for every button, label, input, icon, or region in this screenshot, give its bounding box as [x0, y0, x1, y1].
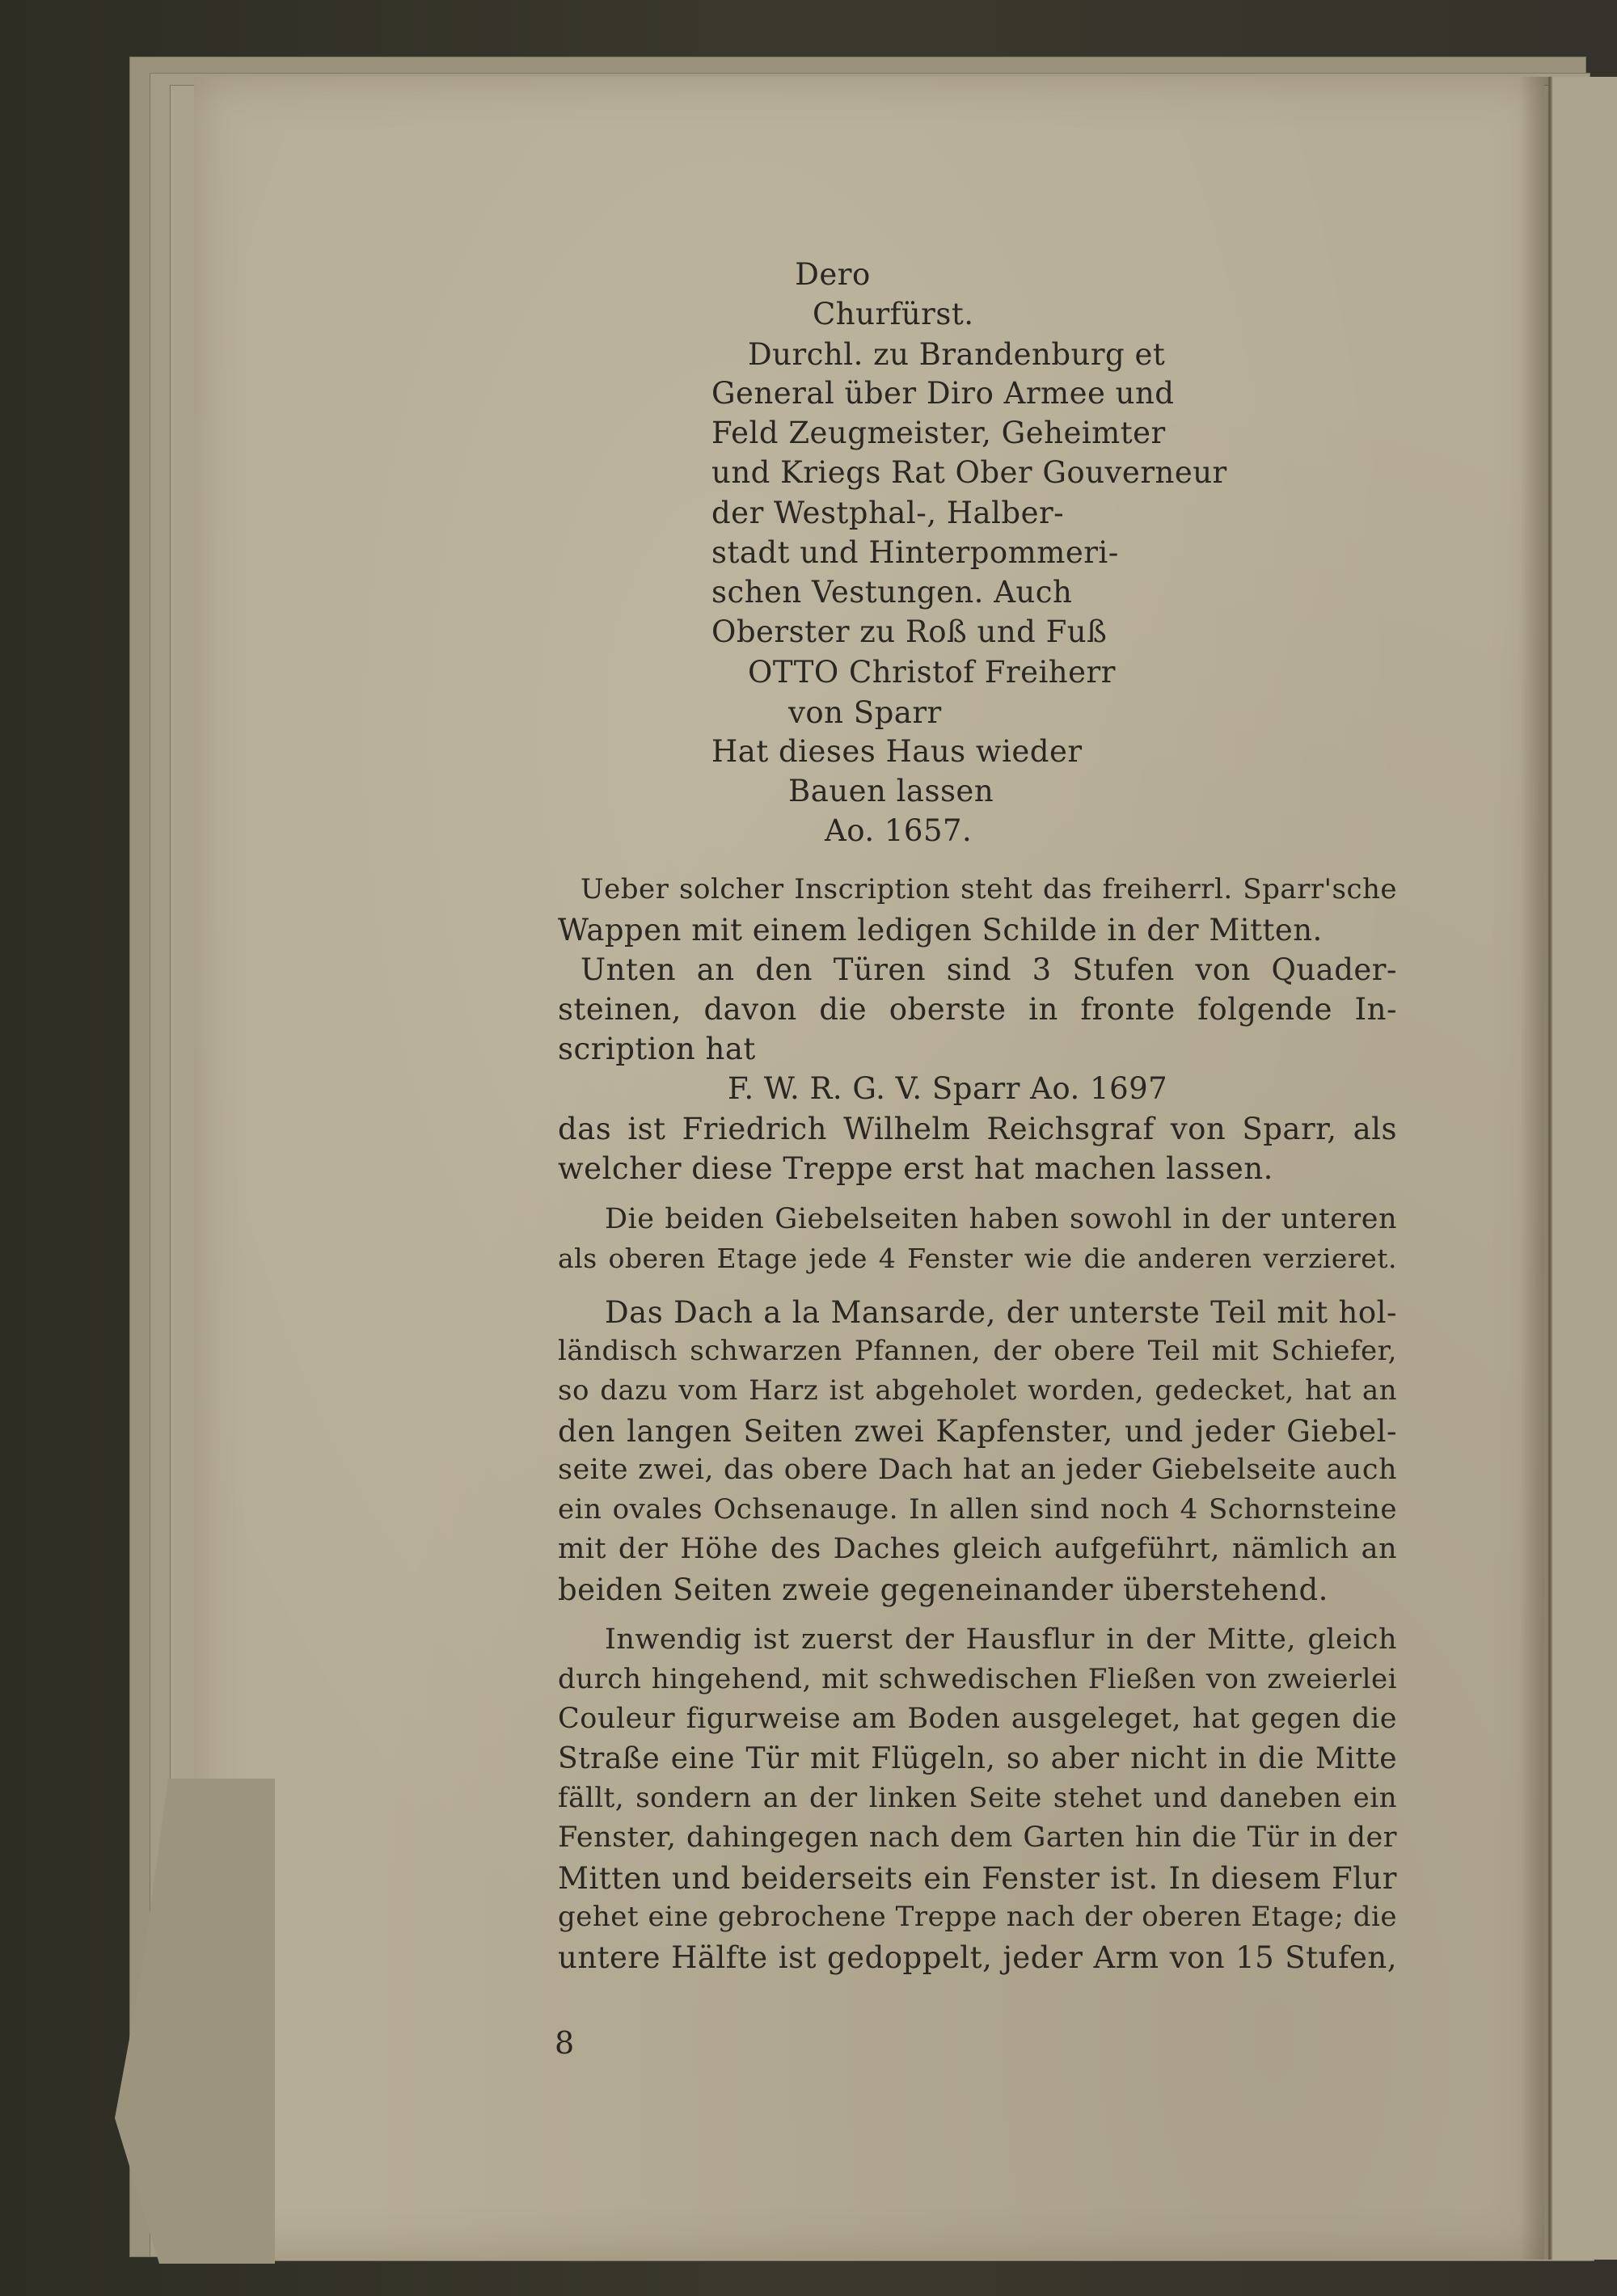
inscription-line: OTTO Christof Freiherr: [748, 655, 1116, 690]
text-line: scription hat: [558, 1032, 756, 1066]
text-line: Das Dach a la Mansarde, der unterste Teil mit hol-: [605, 1295, 1397, 1330]
inscription-line: Churfürst.: [813, 297, 974, 331]
text-line: Wappen mit einem ledigen Schilde in der Mitten.: [558, 913, 1323, 948]
facing-page-edge: [1548, 77, 1617, 2260]
inscription-line: und Kriegs Rat Ober Gouverneur: [711, 455, 1227, 490]
text-line: beiden Seiten zweie gegeneinander überstehend.: [558, 1572, 1328, 1607]
inscription-line: Hat dieses Haus wieder: [711, 734, 1083, 769]
text-line: Straße eine Tür mit Flügeln, so aber nicht in die Mitte: [558, 1742, 1397, 1775]
text-line: das ist Friedrich Wilhelm Reichsgraf von Sparr, als: [558, 1112, 1397, 1146]
text-line: Mitten und beiderseits ein Fenster ist. In diesem Flur: [558, 1861, 1397, 1896]
text-line: Couleur figurweise am Boden ausgeleget, hat gegen die: [558, 1703, 1397, 1735]
text-line: so dazu vom Harz ist abgeholet worden, gedecket, hat an: [558, 1374, 1397, 1407]
text-line: ländisch schwarzen Pfannen, der obere Teil mit Schiefer,: [558, 1335, 1397, 1367]
inscription-line: Durchl. zu Brandenburg et: [748, 337, 1166, 372]
text-line: als oberen Etage jede 4 Fenster wie die anderen verzieret.: [558, 1243, 1397, 1274]
text-line: gehet eine gebrochene Treppe nach der oberen Etage; die: [558, 1901, 1397, 1933]
text-line: mit der Höhe des Daches gleich aufgeführt, nämlich an: [558, 1533, 1397, 1565]
inscription-line: schen Vestungen. Auch: [711, 575, 1073, 610]
text-line: untere Hälfte ist gedoppelt, jeder Arm von 15 Stufen,: [558, 1940, 1397, 1975]
text-line: Ueber solcher Inscription steht das freiherrl. Sparr'sche: [581, 873, 1397, 905]
text-line: durch hingehend, mit schwedischen Fließen von zweierlei: [558, 1663, 1397, 1695]
text-line: ein ovales Ochsenauge. In allen sind noch 4 Schornsteine: [558, 1493, 1397, 1526]
text-line: den langen Seiten zwei Kapfenster, und jeder Giebel-: [558, 1414, 1397, 1449]
text-line: steinen, davon die oberste in fronte folgende In-: [558, 992, 1397, 1027]
text-line: Die beiden Giebelseiten haben sowohl in der unteren: [605, 1203, 1397, 1235]
inscription-line: General über Diro Armee und: [711, 376, 1175, 411]
spine-shadow: [1520, 77, 1552, 2260]
text-line: seite zwei, das obere Dach hat an jeder Giebelseite auch: [558, 1454, 1397, 1486]
inscription-line: Ao. 1657.: [825, 813, 973, 848]
text-line: Inwendig ist zuerst der Hausflur in der Mitte, gleich: [605, 1623, 1397, 1656]
text-line: welcher diese Treppe erst hat machen lassen.: [558, 1151, 1273, 1186]
text-line: fällt, sondern an der linken Seite stehet und daneben ein: [558, 1782, 1397, 1814]
text-line: Fenster, dahingegen nach dem Garten hin die Tür in der: [558, 1821, 1397, 1854]
page-number: 8: [555, 2025, 575, 2061]
inscription-line: Dero: [795, 257, 871, 292]
inscription-line: der Westphal-, Halber-: [711, 496, 1065, 530]
inscription-line: von Sparr: [788, 695, 942, 730]
inscription-line: stadt und Hinterpommeri-: [711, 535, 1119, 570]
inscription-line: F. W. R. G. V. Sparr Ao. 1697: [728, 1071, 1168, 1106]
inscription-line: Bauen lassen: [788, 774, 994, 808]
text-line: Unten an den Türen sind 3 Stufen von Quader-: [581, 952, 1397, 987]
inscription-line: Oberster zu Roß und Fuß: [711, 614, 1108, 649]
inscription-line: Feld Zeugmeister, Geheimter: [711, 416, 1166, 450]
